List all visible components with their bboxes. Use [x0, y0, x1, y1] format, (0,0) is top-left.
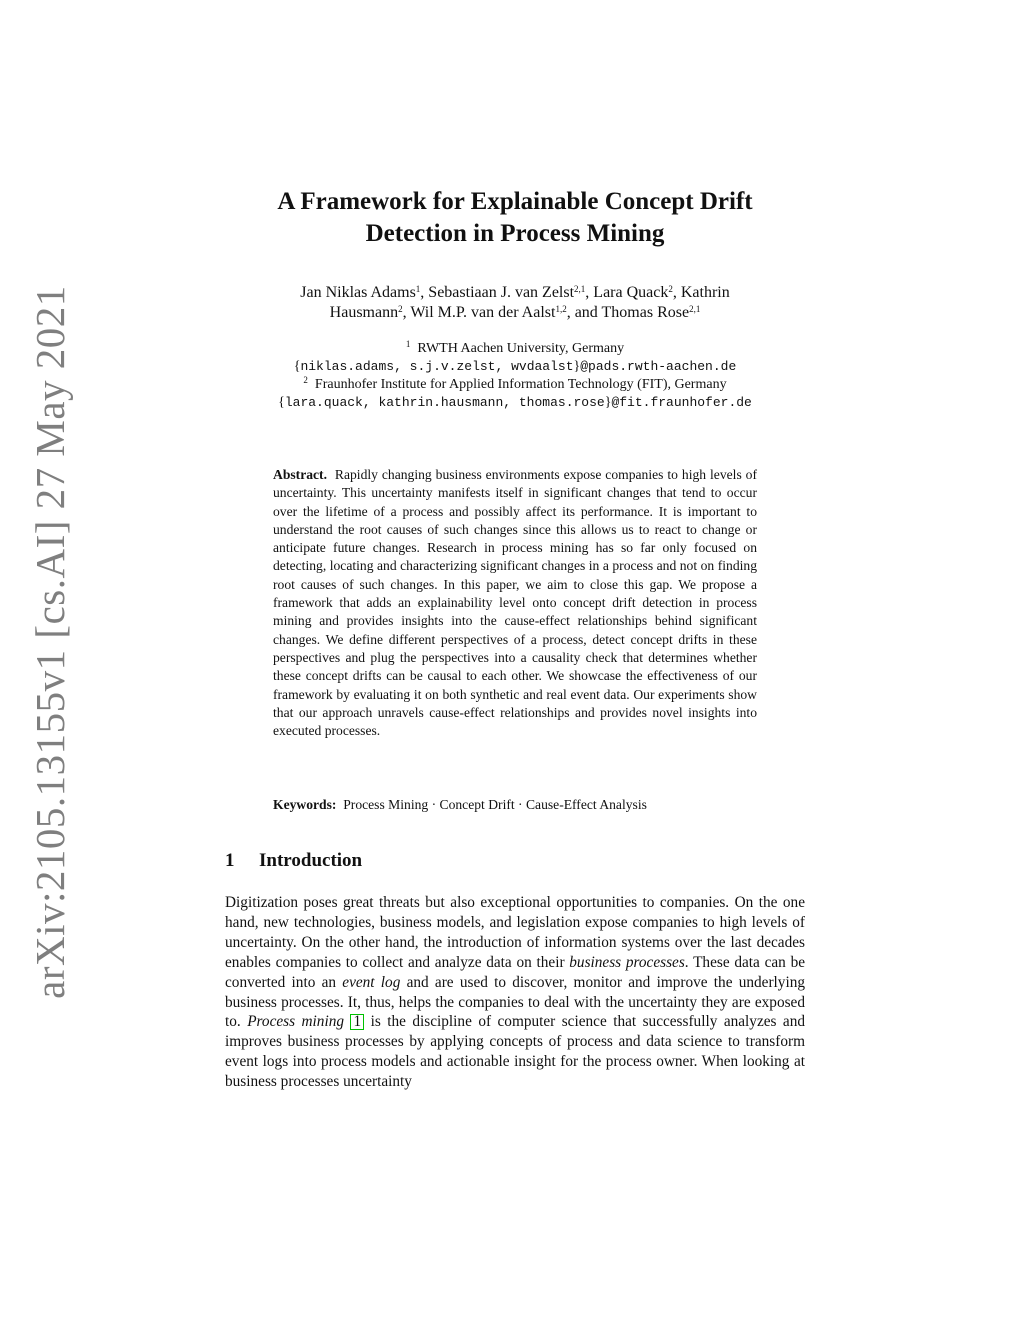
- author-adams: Jan Niklas Adams: [300, 284, 416, 301]
- intro-text: . These data can be converted into an: [225, 953, 806, 991]
- author-affiliation-mark: 1: [415, 284, 421, 294]
- email-domain: @pads.rwth-aachen.de: [580, 359, 737, 374]
- affiliation-1-email: [225, 358, 805, 376]
- affiliation-1-name: RWTH Aachen University, Germany: [417, 341, 625, 356]
- author-van-zelst: , Sebastiaan J. van Zelst: [420, 284, 575, 301]
- arxiv-identifier: arXiv:2105.13155v1 [cs.AI] 27 May 2021: [27, 285, 73, 999]
- keywords-label: Keywords:: [273, 797, 337, 812]
- email-domain: @fit.fraunhofer.de: [611, 395, 752, 410]
- keywords: [273, 796, 757, 814]
- affiliation-mark: 2: [303, 375, 308, 385]
- affiliation-2-email: [225, 394, 805, 412]
- keywords-text: Process Mining · Concept Drift · Cause-Effect Analysis: [343, 797, 647, 812]
- affiliation-2-name: Fraunhofer Institute for Applied Information Technology (FIT), Germany: [314, 377, 727, 392]
- affiliation-2: [225, 376, 805, 394]
- affiliation-1: [225, 340, 805, 358]
- abstract: [273, 466, 757, 740]
- intro-text: and are used to discover, monitor and improve the underlying business processes. It, thus, helps the companies to deal with the uncertainty they are exposed to.: [225, 973, 805, 1031]
- author-quack: , Lara Quack: [585, 284, 669, 301]
- intro-text: Digitization poses great threats but also exceptional opportunities to companies. On the one hand, new technologies, business models, and legislation expose companies to high levels of uncertainty. On the other hand, the introduction of information systems over the last decades enables companies to collect and analyze data on their: [225, 894, 805, 971]
- introduction-paragraph: [225, 893, 805, 1092]
- section-title: Introduction: [259, 850, 363, 871]
- intro-emphasis: business processes: [569, 953, 685, 971]
- brace-open: {: [293, 359, 301, 374]
- author-affiliation-mark: 2,1: [689, 304, 701, 314]
- author-van-der-aalst: , Wil M.P. van der Aalst: [402, 304, 556, 321]
- paper-title: [225, 186, 805, 250]
- authors-line-1: [225, 283, 805, 303]
- authors-line-2: [225, 303, 805, 323]
- brace-close: }: [604, 395, 612, 410]
- section-number: 1: [225, 850, 235, 871]
- author-list: [225, 283, 805, 323]
- brace-close: }: [573, 359, 581, 374]
- email-users: lara.quack, kathrin.hausmann, thomas.rose: [284, 395, 605, 410]
- author-affiliation-mark: 2: [398, 304, 403, 314]
- abstract-text: Rapidly changing business environments expose companies to high levels of uncertainty. This uncertainty manifests itself in significant changes that tend to occur over the lifetime of a process and possibly affect its performance. It is important to understand the root causes of such changes since this allows us to react to change or anticipate future changes. Research in process mining has so far only focused on detecting, locating and characterizing significant changes in a process and not on finding root causes of such changes. In this paper, we aim to close this gap. We propose a framework that adds an explainability level onto concept drift detection in process mining and provides insights into the cause-effect relationships behind significant changes. We define different perspectives of a process, detect concept drifts in these perspectives and plug the perspectives into a causality check that determines whether these concept drifts can be causal to each other. We showcase the effectiveness of our framework by evaluating it on both synthetic and real event data. Our experiments show that our approach unravels cause-effect relationships and provides novel insights into executed processes.: [273, 467, 758, 739]
- abstract-label: Abstract.: [273, 467, 327, 482]
- author-hausmann-first: , Kathrin: [672, 284, 730, 301]
- author-affiliation-mark: 2,1: [574, 284, 586, 294]
- affiliations: [225, 340, 805, 412]
- section-heading-introduction: [225, 849, 362, 873]
- author-affiliation-mark: 1,2: [555, 304, 567, 314]
- author-rose: , and Thomas Rose: [566, 304, 690, 321]
- citation-link[interactable]: [350, 1014, 364, 1030]
- intro-emphasis: event log: [342, 973, 401, 991]
- brace-open: {: [278, 395, 285, 410]
- author-hausmann-last: Hausmann: [329, 304, 399, 321]
- title-line-1: A Framework for Explainable Concept Drift: [277, 188, 753, 215]
- intro-emphasis: Process mining: [247, 1013, 344, 1031]
- email-users: niklas.adams, s.j.v.zelst, wvdaalst: [300, 359, 574, 374]
- title-line-2: Detection in Process Mining: [365, 220, 665, 247]
- affiliation-mark: 1: [405, 339, 411, 349]
- intro-text: is the discipline of computer science that successfully analyzes and improves business processes by applying concepts of process and data science to transform event logs into process models and actionable insight for the process owner. When looking at business processes uncertainty: [225, 1013, 806, 1091]
- citation-number[interactable]: 1: [353, 1013, 362, 1031]
- author-affiliation-mark: 2: [668, 284, 673, 294]
